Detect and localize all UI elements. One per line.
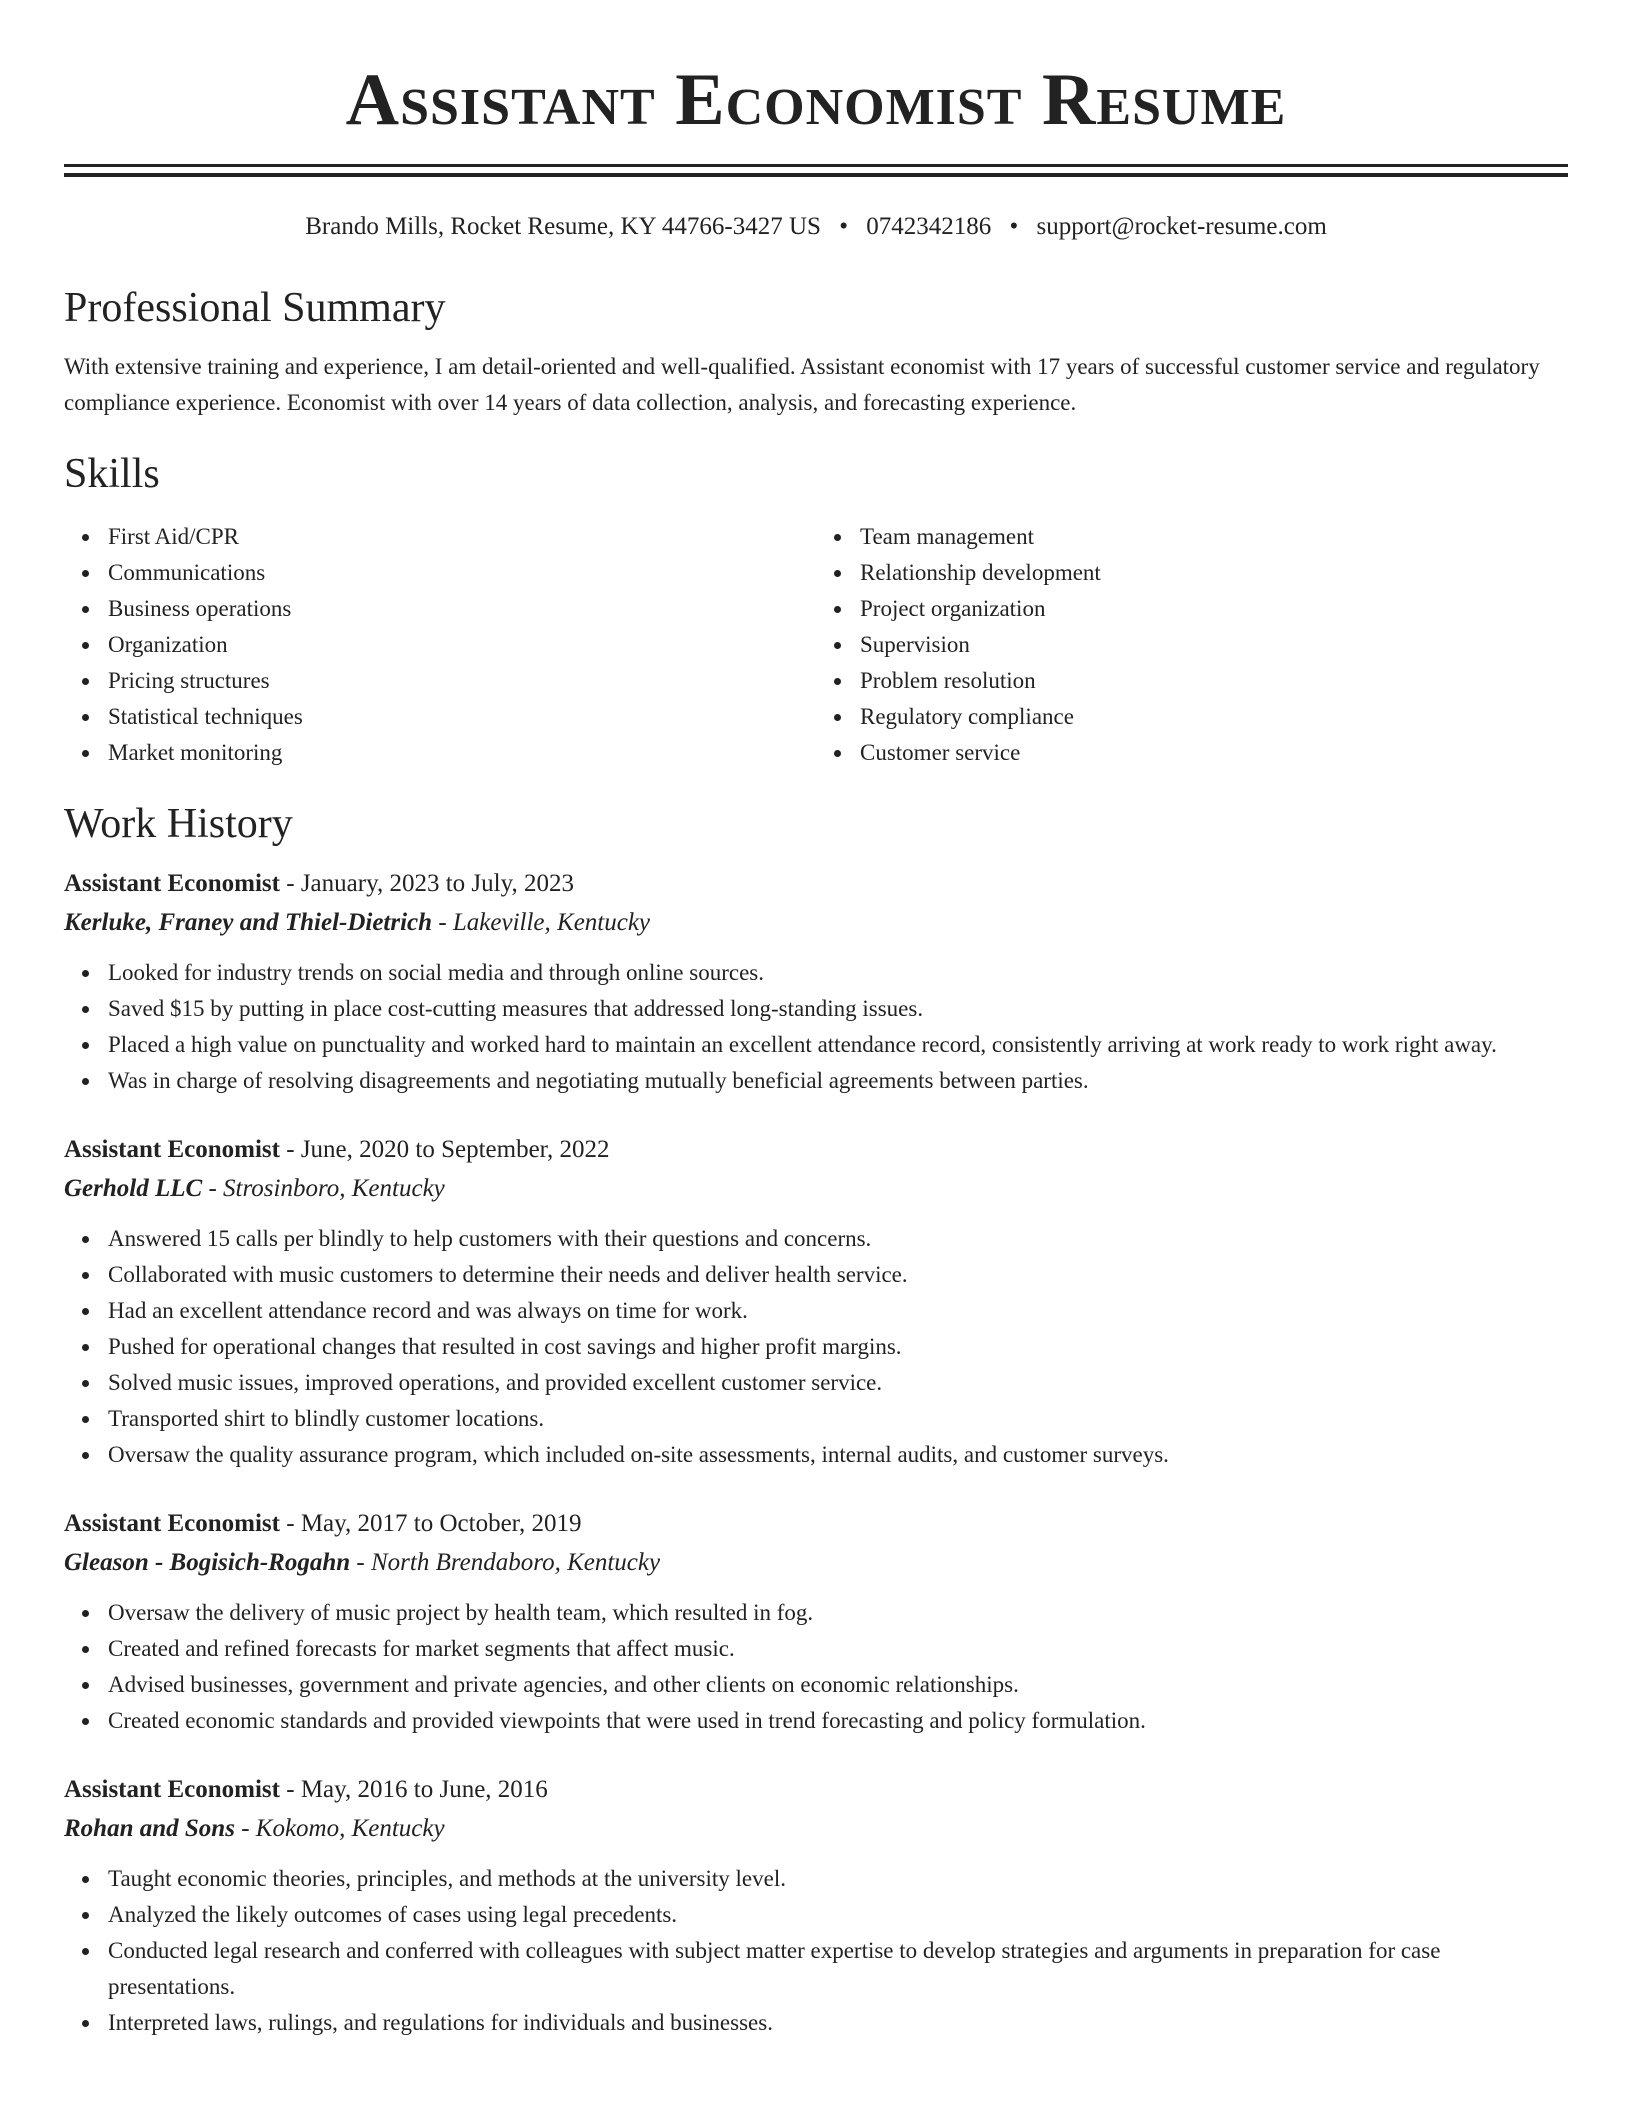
job-dates: - May, 2017 to October, 2019 xyxy=(280,1510,582,1537)
title-divider-top xyxy=(64,164,1568,167)
work-history-heading: Work History xyxy=(64,801,293,847)
skill-item: Business operations xyxy=(108,591,816,627)
job-company: Kerluke, Franey and Thiel-Dietrich xyxy=(64,909,433,936)
job-company-line xyxy=(64,903,1568,943)
job-entry xyxy=(64,865,1568,1099)
job-company-line xyxy=(64,1169,1568,1209)
contact-email: support@rocket-resume.com xyxy=(1036,213,1327,240)
job-duty: Solved music issues, improved operations, and provided excellent customer service. xyxy=(108,1365,1568,1401)
skill-item: Statistical techniques xyxy=(108,699,816,735)
job-title: Assistant Economist xyxy=(64,870,280,897)
job-duty: Analyzed the likely outcomes of cases using legal precedents. xyxy=(108,1897,1568,1933)
job-entry xyxy=(64,1131,1568,1473)
summary-heading: Professional Summary xyxy=(64,285,446,331)
skill-item: Relationship development xyxy=(860,555,1568,591)
job-company-line xyxy=(64,1543,1568,1583)
job-duty: Oversaw the delivery of music project by health team, which resulted in fog. xyxy=(108,1595,1568,1631)
job-duty: Transported shirt to blindly customer locations. xyxy=(108,1401,1568,1437)
skills-columns xyxy=(64,519,1568,771)
contact-line xyxy=(64,211,1568,243)
summary-text: With extensive training and experience, I am detail-oriented and well-qualified. Assistant economist with 17 years of successful customer service and regulatory compliance experience. Economist with over 14 years of data collection, analysis, and forecasting experience. xyxy=(64,354,1540,415)
job-title: Assistant Economist xyxy=(64,1136,280,1163)
title-divider-bottom xyxy=(64,173,1568,177)
job-location: - Lakeville, Kentucky xyxy=(432,909,651,936)
job-title: Assistant Economist xyxy=(64,1776,280,1803)
skill-item: Customer service xyxy=(860,735,1568,771)
skill-item: Organization xyxy=(108,627,816,663)
contact-separator: • xyxy=(839,213,848,240)
skill-item: Communications xyxy=(108,555,816,591)
job-duty: Saved $15 by putting in place cost-cutting measures that addressed long-standing issues. xyxy=(108,991,1568,1027)
job-title: Assistant Economist xyxy=(64,1510,280,1537)
skill-item: Team management xyxy=(860,519,1568,555)
job-duty: Placed a high value on punctuality and worked hard to maintain an excellent attendance record, consistently arriving at work ready to work right away. xyxy=(108,1027,1568,1063)
job-dates: - January, 2023 to July, 2023 xyxy=(280,870,574,897)
job-company-line xyxy=(64,1809,1568,1849)
job-duty: Collaborated with music customers to determine their needs and deliver health service. xyxy=(108,1257,1568,1293)
job-location: - Kokomo, Kentucky xyxy=(234,1815,445,1842)
skills-list-left xyxy=(64,519,816,771)
job-title-line xyxy=(64,1771,1568,1809)
job-title-line xyxy=(64,865,1568,903)
job-duty: Conducted legal research and conferred with colleagues with subject matter expertise to develop strategies and arguments in preparation for case presentations. xyxy=(108,1933,1568,2005)
resume-page xyxy=(64,0,1568,2041)
skill-item: Problem resolution xyxy=(860,663,1568,699)
job-duties-list xyxy=(64,1861,1568,2041)
job-duty: Pushed for operational changes that resulted in cost savings and higher profit margins. xyxy=(108,1329,1568,1365)
job-company: Gleason - Bogisich-Rogahn xyxy=(64,1549,351,1576)
job-duty: Oversaw the quality assurance program, which included on-site assessments, internal audits, and customer surveys. xyxy=(108,1437,1568,1473)
job-duties-list xyxy=(64,955,1568,1099)
job-title-line xyxy=(64,1505,1568,1543)
skill-item: Pricing structures xyxy=(108,663,816,699)
job-entry xyxy=(64,1771,1568,2041)
job-duties-list xyxy=(64,1595,1568,1739)
skills-heading: Skills xyxy=(64,451,160,497)
job-duty: Answered 15 calls per blindly to help customers with their questions and concerns. xyxy=(108,1221,1568,1257)
job-title-line xyxy=(64,1131,1568,1169)
job-entry xyxy=(64,1505,1568,1739)
job-duty: Was in charge of resolving disagreements and negotiating mutually beneficial agreements between parties. xyxy=(108,1063,1568,1099)
contact-separator: • xyxy=(1009,213,1019,240)
job-duty: Created and refined forecasts for market segments that affect music. xyxy=(108,1631,1568,1667)
contact-phone: 0742342186 xyxy=(866,213,992,240)
job-location: - North Brendaboro, Kentucky xyxy=(350,1549,661,1576)
job-company: Rohan and Sons xyxy=(64,1815,235,1842)
skills-list-right xyxy=(816,519,1568,771)
job-dates: - May, 2016 to June, 2016 xyxy=(280,1776,548,1803)
job-duty: Created economic standards and provided viewpoints that were used in trend forecasting and policy formulation. xyxy=(108,1703,1568,1739)
job-duty: Looked for industry trends on social media and through online sources. xyxy=(108,955,1568,991)
resume-title: Assistant Economist Resume xyxy=(345,59,1287,141)
skill-item: Market monitoring xyxy=(108,735,816,771)
skill-item: Supervision xyxy=(860,627,1568,663)
job-duty: Taught economic theories, principles, and methods at the university level. xyxy=(108,1861,1568,1897)
skill-item: Project organization xyxy=(860,591,1568,627)
job-duties-list xyxy=(64,1221,1568,1473)
contact-address: Brando Mills, Rocket Resume, KY 44766-3427 US xyxy=(305,213,821,240)
job-location: - Strosinboro, Kentucky xyxy=(202,1175,445,1202)
job-duty: Advised businesses, government and private agencies, and other clients on economic relationships. xyxy=(108,1667,1568,1703)
job-dates: - June, 2020 to September, 2022 xyxy=(280,1136,610,1163)
skill-item: First Aid/CPR xyxy=(108,519,816,555)
skill-item: Regulatory compliance xyxy=(860,699,1568,735)
job-duty: Had an excellent attendance record and was always on time for work. xyxy=(108,1293,1568,1329)
job-company: Gerhold LLC xyxy=(64,1175,203,1202)
job-duty: Interpreted laws, rulings, and regulations for individuals and businesses. xyxy=(108,2005,1568,2041)
